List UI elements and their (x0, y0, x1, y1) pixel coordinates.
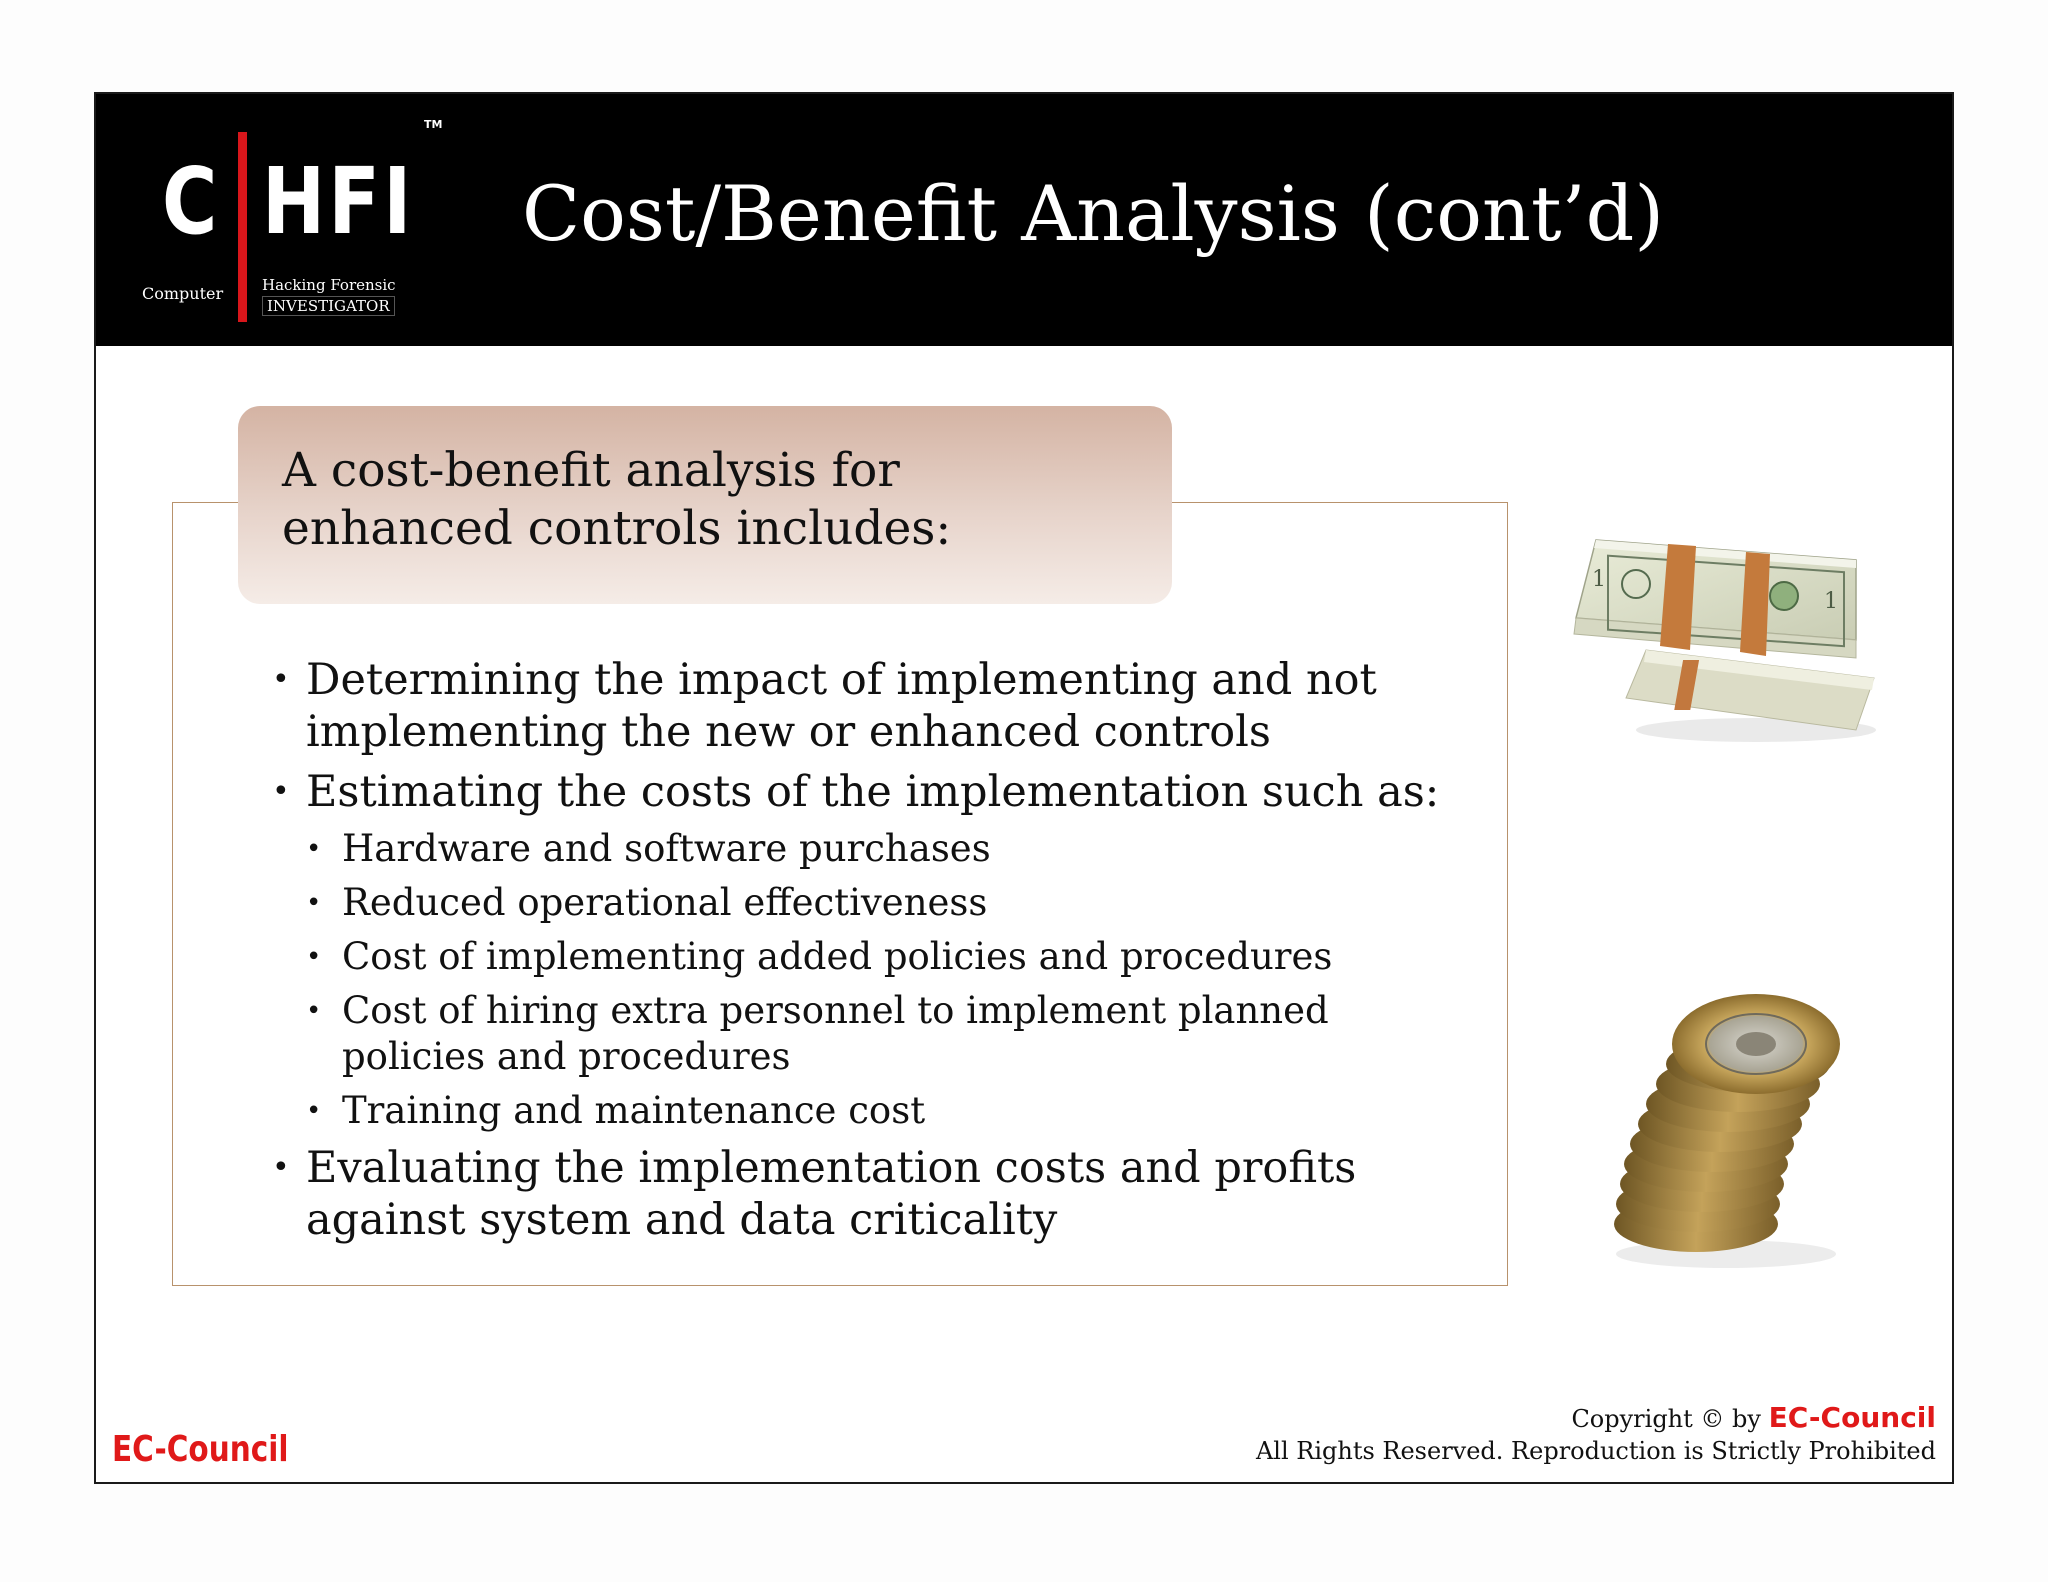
header-bar (96, 94, 1952, 346)
slide-title: Cost/Benefit Analysis (cont’d) (522, 169, 1664, 258)
logo-red-bar (238, 132, 247, 322)
dollar-bills-image (1556, 530, 1886, 750)
bullet-icon: • (306, 996, 322, 1026)
slide (94, 92, 1954, 1484)
logo-trademark: TM (424, 118, 443, 131)
bullet-list (272, 654, 1452, 1254)
list-item: • Cost of implementing added policies and procedures (306, 935, 1333, 978)
svg-text:1: 1 (1824, 589, 1838, 614)
logo-computer-label: Computer (142, 284, 224, 303)
callout-heading: A cost-benefit analysis for enhanced controls includes: (238, 406, 1172, 604)
bullet-icon: • (306, 942, 322, 972)
svg-text:1: 1 (1592, 567, 1606, 592)
list-item: • Estimating the costs of the implementation such as: (272, 767, 1440, 817)
logo-hacking-label: Hacking Forensic (262, 276, 396, 294)
list-item: • Cost of hiring extra personnel to implement planned policies and procedures (306, 989, 1329, 1078)
rights-line: All Rights Reserved. Reproduction is Strictly Prohibited (1255, 1437, 1936, 1465)
copyright-line (1256, 1402, 1936, 1435)
bullet-icon: • (306, 834, 322, 864)
bullet-icon: • (272, 1150, 290, 1185)
bullet-icon: • (306, 1096, 322, 1126)
logo-investigator-label: INVESTIGATOR (262, 296, 395, 316)
logo-letter-c: C (162, 148, 220, 255)
copyright-notice (1256, 1402, 1936, 1467)
list-item: • Reduced operational effectiveness (306, 881, 988, 924)
copyright-prefix: Copyright © by (1571, 1405, 1761, 1433)
list-item: • Determining the impact of implementing and not implementing the new or enhanced controls (272, 655, 1377, 757)
copyright-brand: EC-Council (1768, 1401, 1936, 1434)
bullet-icon: • (306, 888, 322, 918)
list-item: • Training and maintenance cost (306, 1089, 926, 1132)
coin-stack-image (1586, 974, 1866, 1274)
logo-letters-hfi: HFI (262, 148, 415, 255)
bullet-icon: • (272, 662, 290, 697)
list-item: • Hardware and software purchases (306, 827, 991, 870)
chfi-logo (142, 112, 442, 322)
list-item: • Evaluating the implementation costs and profits against system and data criticality (272, 1143, 1357, 1245)
bullet-icon: • (272, 774, 290, 809)
ec-council-logo: EC-Council (112, 1429, 289, 1470)
